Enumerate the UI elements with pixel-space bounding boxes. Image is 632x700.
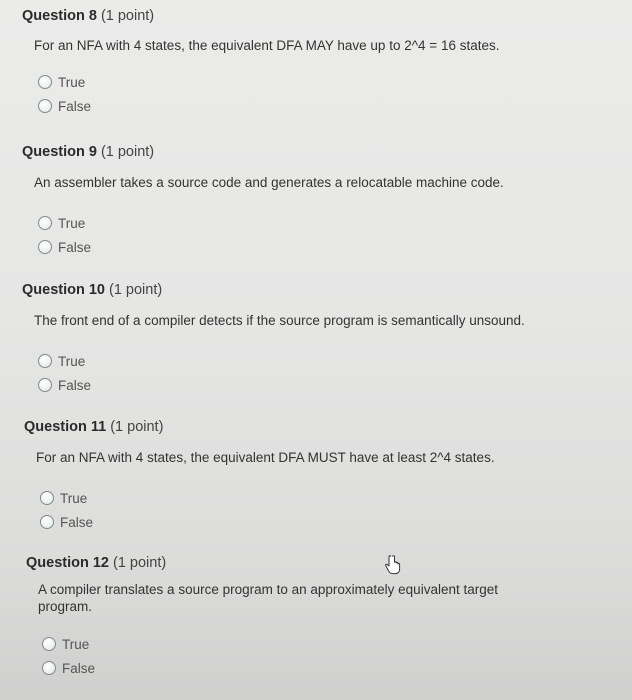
- question-number: Question 10: [22, 282, 105, 298]
- answer-options: [38, 211, 582, 259]
- option-true[interactable]: [42, 632, 586, 656]
- option-true[interactable]: [40, 486, 584, 510]
- question-number: Question 9: [22, 144, 97, 160]
- option-label: True: [60, 490, 88, 506]
- radio-button[interactable]: [38, 378, 52, 392]
- option-label: False: [58, 239, 92, 255]
- question-text: For an NFA with 4 states, the equivalent DFA MAY have up to 2^4 = 16 states.: [34, 38, 500, 53]
- option-label: True: [62, 636, 90, 652]
- question-points: (1 point): [100, 144, 155, 160]
- option-label: False: [60, 514, 94, 530]
- question-points: (1 point): [109, 282, 163, 298]
- option-label: False: [62, 660, 96, 676]
- option-false[interactable]: [38, 235, 582, 259]
- option-label: True: [58, 353, 86, 369]
- question-points: (1 point): [110, 419, 164, 435]
- question-9: [22, 143, 582, 259]
- question-12: [26, 554, 586, 680]
- question-number: Question 12: [26, 555, 109, 571]
- question-header: [26, 554, 586, 572]
- option-false[interactable]: [42, 656, 586, 680]
- question-number: Question 11: [24, 419, 107, 435]
- option-label: False: [58, 98, 92, 114]
- question-text: An assembler takes a source code and generates a relocatable machine code.: [34, 175, 504, 190]
- option-label: True: [58, 74, 86, 90]
- radio-button[interactable]: [42, 661, 56, 675]
- radio-button[interactable]: [38, 216, 52, 230]
- radio-button[interactable]: [40, 491, 54, 505]
- option-false[interactable]: [38, 373, 582, 397]
- option-false[interactable]: [38, 94, 582, 118]
- answer-options: [38, 70, 582, 118]
- question-header: [22, 143, 582, 161]
- question-points: (1 point): [113, 555, 167, 571]
- option-true[interactable]: [38, 70, 582, 94]
- question-text: For an NFA with 4 states, the equivalent DFA MUST have at least 2^4 states.: [36, 450, 495, 465]
- question-header: [22, 281, 582, 299]
- question-10: [22, 281, 582, 397]
- option-true[interactable]: [38, 211, 582, 235]
- option-label: True: [58, 215, 86, 231]
- radio-button[interactable]: [38, 240, 52, 254]
- radio-button[interactable]: [40, 515, 54, 529]
- answer-options: [38, 349, 582, 397]
- question-header: [24, 418, 584, 436]
- option-false[interactable]: [40, 510, 584, 534]
- answer-options: [40, 486, 584, 534]
- question-text: A compiler translates a source program to an approximately equivalent target program.: [38, 582, 498, 614]
- radio-button[interactable]: [38, 99, 52, 113]
- mouse-pointer-icon: [384, 555, 402, 575]
- question-text: The front end of a compiler detects if the source program is semantically unsound.: [34, 313, 525, 328]
- radio-button[interactable]: [42, 637, 56, 651]
- question-8: [22, 7, 582, 118]
- radio-button[interactable]: [38, 354, 52, 368]
- question-number: Question 8: [22, 8, 97, 24]
- question-header: [22, 7, 582, 25]
- option-label: False: [58, 377, 92, 393]
- radio-button[interactable]: [38, 75, 52, 89]
- answer-options: [42, 632, 586, 680]
- question-points: (1 point): [100, 8, 155, 24]
- question-11: [24, 418, 584, 534]
- option-true[interactable]: [38, 349, 582, 373]
